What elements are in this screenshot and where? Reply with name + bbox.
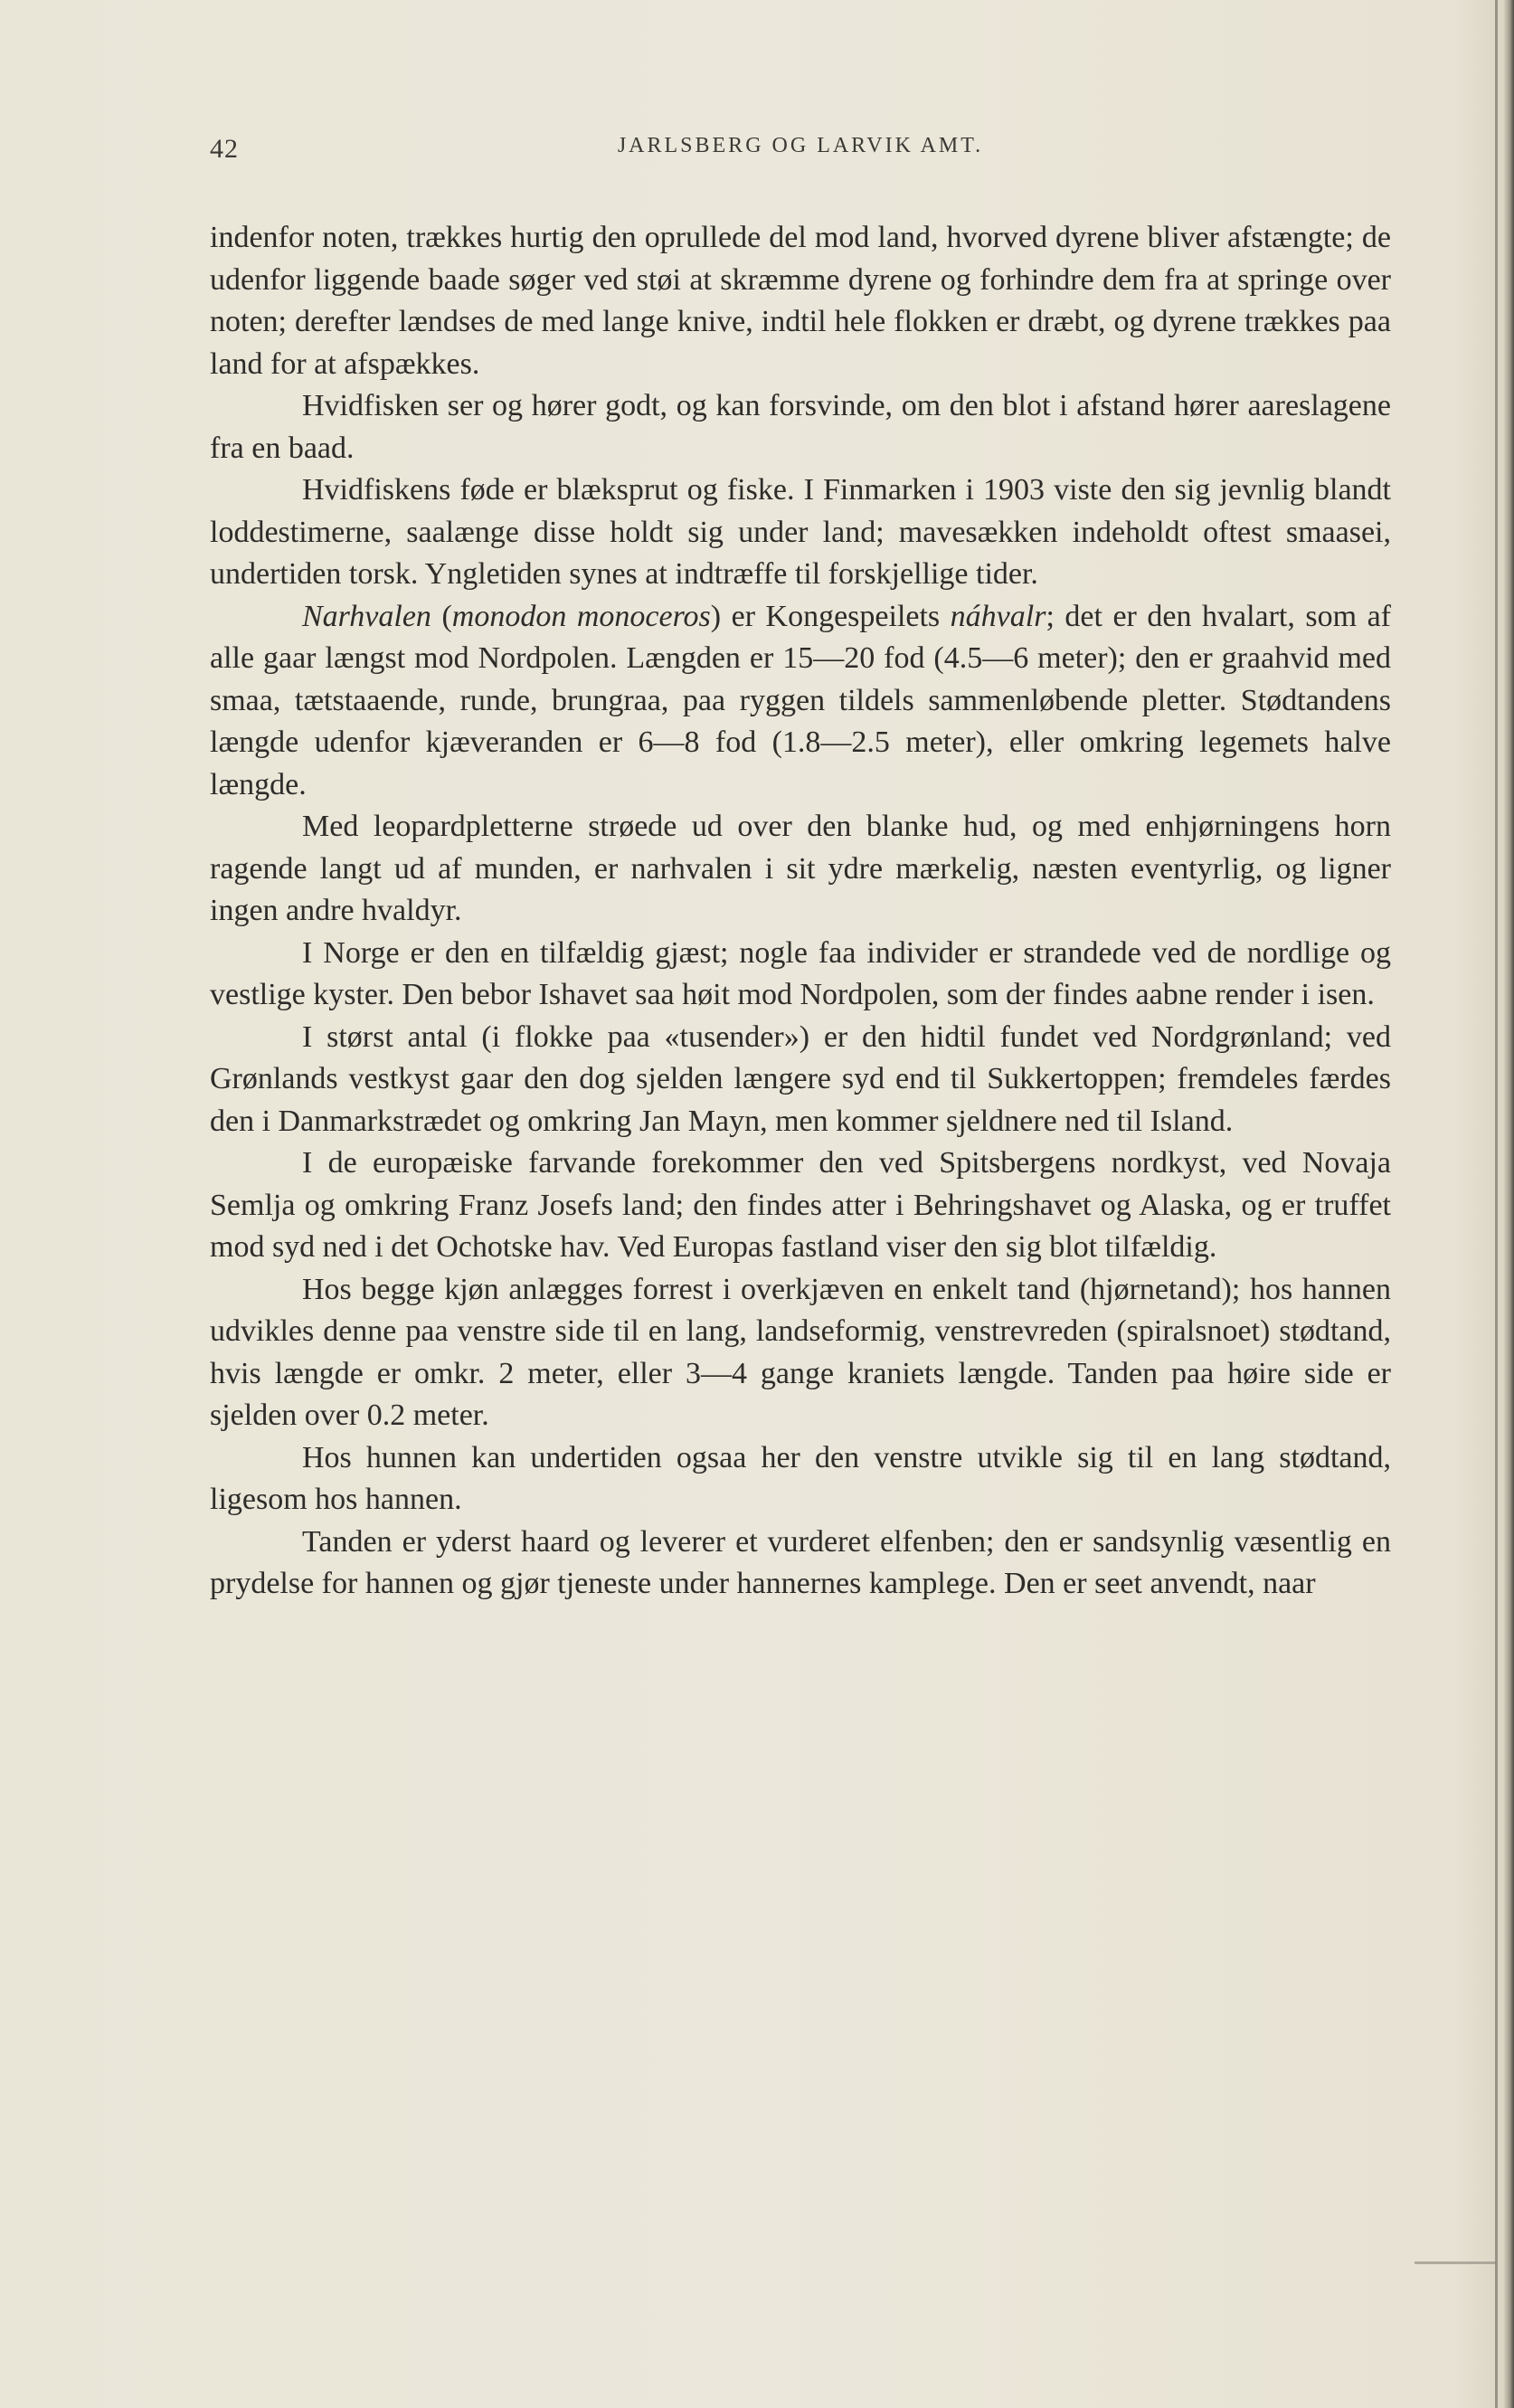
paragraph-10: Hos hunnen kan undertiden ogsaa her den venstre utvikle sig til en lang stødtand, ligesom hos hannen. (210, 1440, 1391, 1516)
page-edge-shadow (1503, 0, 1514, 2408)
paragraph-4-mid: ) er Kongespeilets (710, 599, 951, 633)
paragraph-11: Tanden er yderst haard og leverer et vurderet elfenben; den er sandsynlig væsentlig en prydelse for hannen og gjør tjeneste under hannernes kamplege. Den er seet anvendt, naar (210, 1524, 1391, 1600)
paragraph-4 (210, 596, 1391, 807)
paren-open: ( (431, 599, 452, 633)
paragraph-9: Hos begge kjøn anlægges forrest i overkjæven en enkelt tand (hjørnetand); hos hannen udvikles denne paa venstre side til en lang, landseformig, venstrevreden (spiralsnoet) stødtand, hvis længde er omkr. 2 meter, eller 3—4 gange kraniets længde. Tanden paa høire side er sjelden over 0.2 meter. (210, 1272, 1391, 1432)
page-number: 42 (210, 134, 239, 164)
narhval-name: Narhvalen (302, 599, 431, 633)
paragraph-2: Hvidfisken ser og hører godt, og kan forsvinde, om den blot i afstand hører aareslagene fra en baad. (210, 389, 1391, 465)
running-head: JARLSBERG OG LARVIK AMT. (617, 134, 984, 157)
paragraph-8: I de europæiske farvande forekommer den ved Spitsbergens nordkyst, ved Novaja Semlja og omkring Franz Josefs land; den findes atter i Behringshavet og Alaska, og er truffet mod syd ned i det Ochotske hav. Ved Europas fastland viser den sig blot tilfældig. (210, 1146, 1391, 1264)
paragraph-5: Med leopardpletterne strøede ud over den blanke hud, og med enhjørningens horn ragende langt ud af munden, er narhvalen i sit ydre mærkelig, næsten eventyrlig, og ligner ingen andre hvaldyr. (210, 810, 1391, 927)
paragraph-4-rest: ; det er den hvalart, som af alle gaar længst mod Nordpolen. Længden er 15—20 fod (4.5—6 meter); den er graahvid med smaa, tætstaaende, runde, brungraa, paa ryggen tildels sammenløbende pletter. Stødtandens længde udenfor kjæveranden er 6—8 fod (1.8—2.5 meter), eller omkring legemets halve længde. (210, 599, 1391, 801)
body-text (210, 217, 1391, 1606)
old-norse-name: náhvalr (950, 599, 1046, 633)
paragraph-1: indenfor noten, trækkes hurtig den oprullede del mod land, hvorved dyrene bliver afstængte; de udenfor liggende baade søger ved støi at skræmme dyrene og forhindre dem fra at springe over noten; derefter lændses de med lange knive, indtil hele flokken er dræbt, og dyrene trækkes paa land for at afspækkes. (210, 221, 1391, 381)
latin-name: monodon monoceros (451, 599, 711, 633)
page-fold-mark (1415, 2261, 1496, 2264)
paragraph-3: Hvidfiskens føde er blæksprut og fiske. I Finmarken i 1903 viste den sig jevnlig blandt loddestimerne, saalænge disse holdt sig under land; mavesækken indeholdt oftest smaasei, undertiden torsk. Yngletiden synes at indtræffe til forskjellige tider. (210, 473, 1391, 591)
paragraph-6: I Norge er den en tilfældig gjæst; nogle faa individer er strandede ved de nordlige og vestlige kyster. Den bebor Ishavet saa høit mod Nordpolen, som der findes aabne render i isen. (210, 935, 1391, 1011)
paragraph-7: I størst antal (i flokke paa «tusender») er den hidtil fundet ved Nordgrønland; ved Grønlands vestkyst gaar den dog sjelden længere syd end til Sukkertoppen; fremdeles færdes den i Danmarkstrædet og omkring Jan Mayn, men kommer sjeldnere ned til Island. (210, 1019, 1391, 1138)
page-header (210, 134, 1391, 177)
page-binding-edge (1495, 0, 1498, 2408)
